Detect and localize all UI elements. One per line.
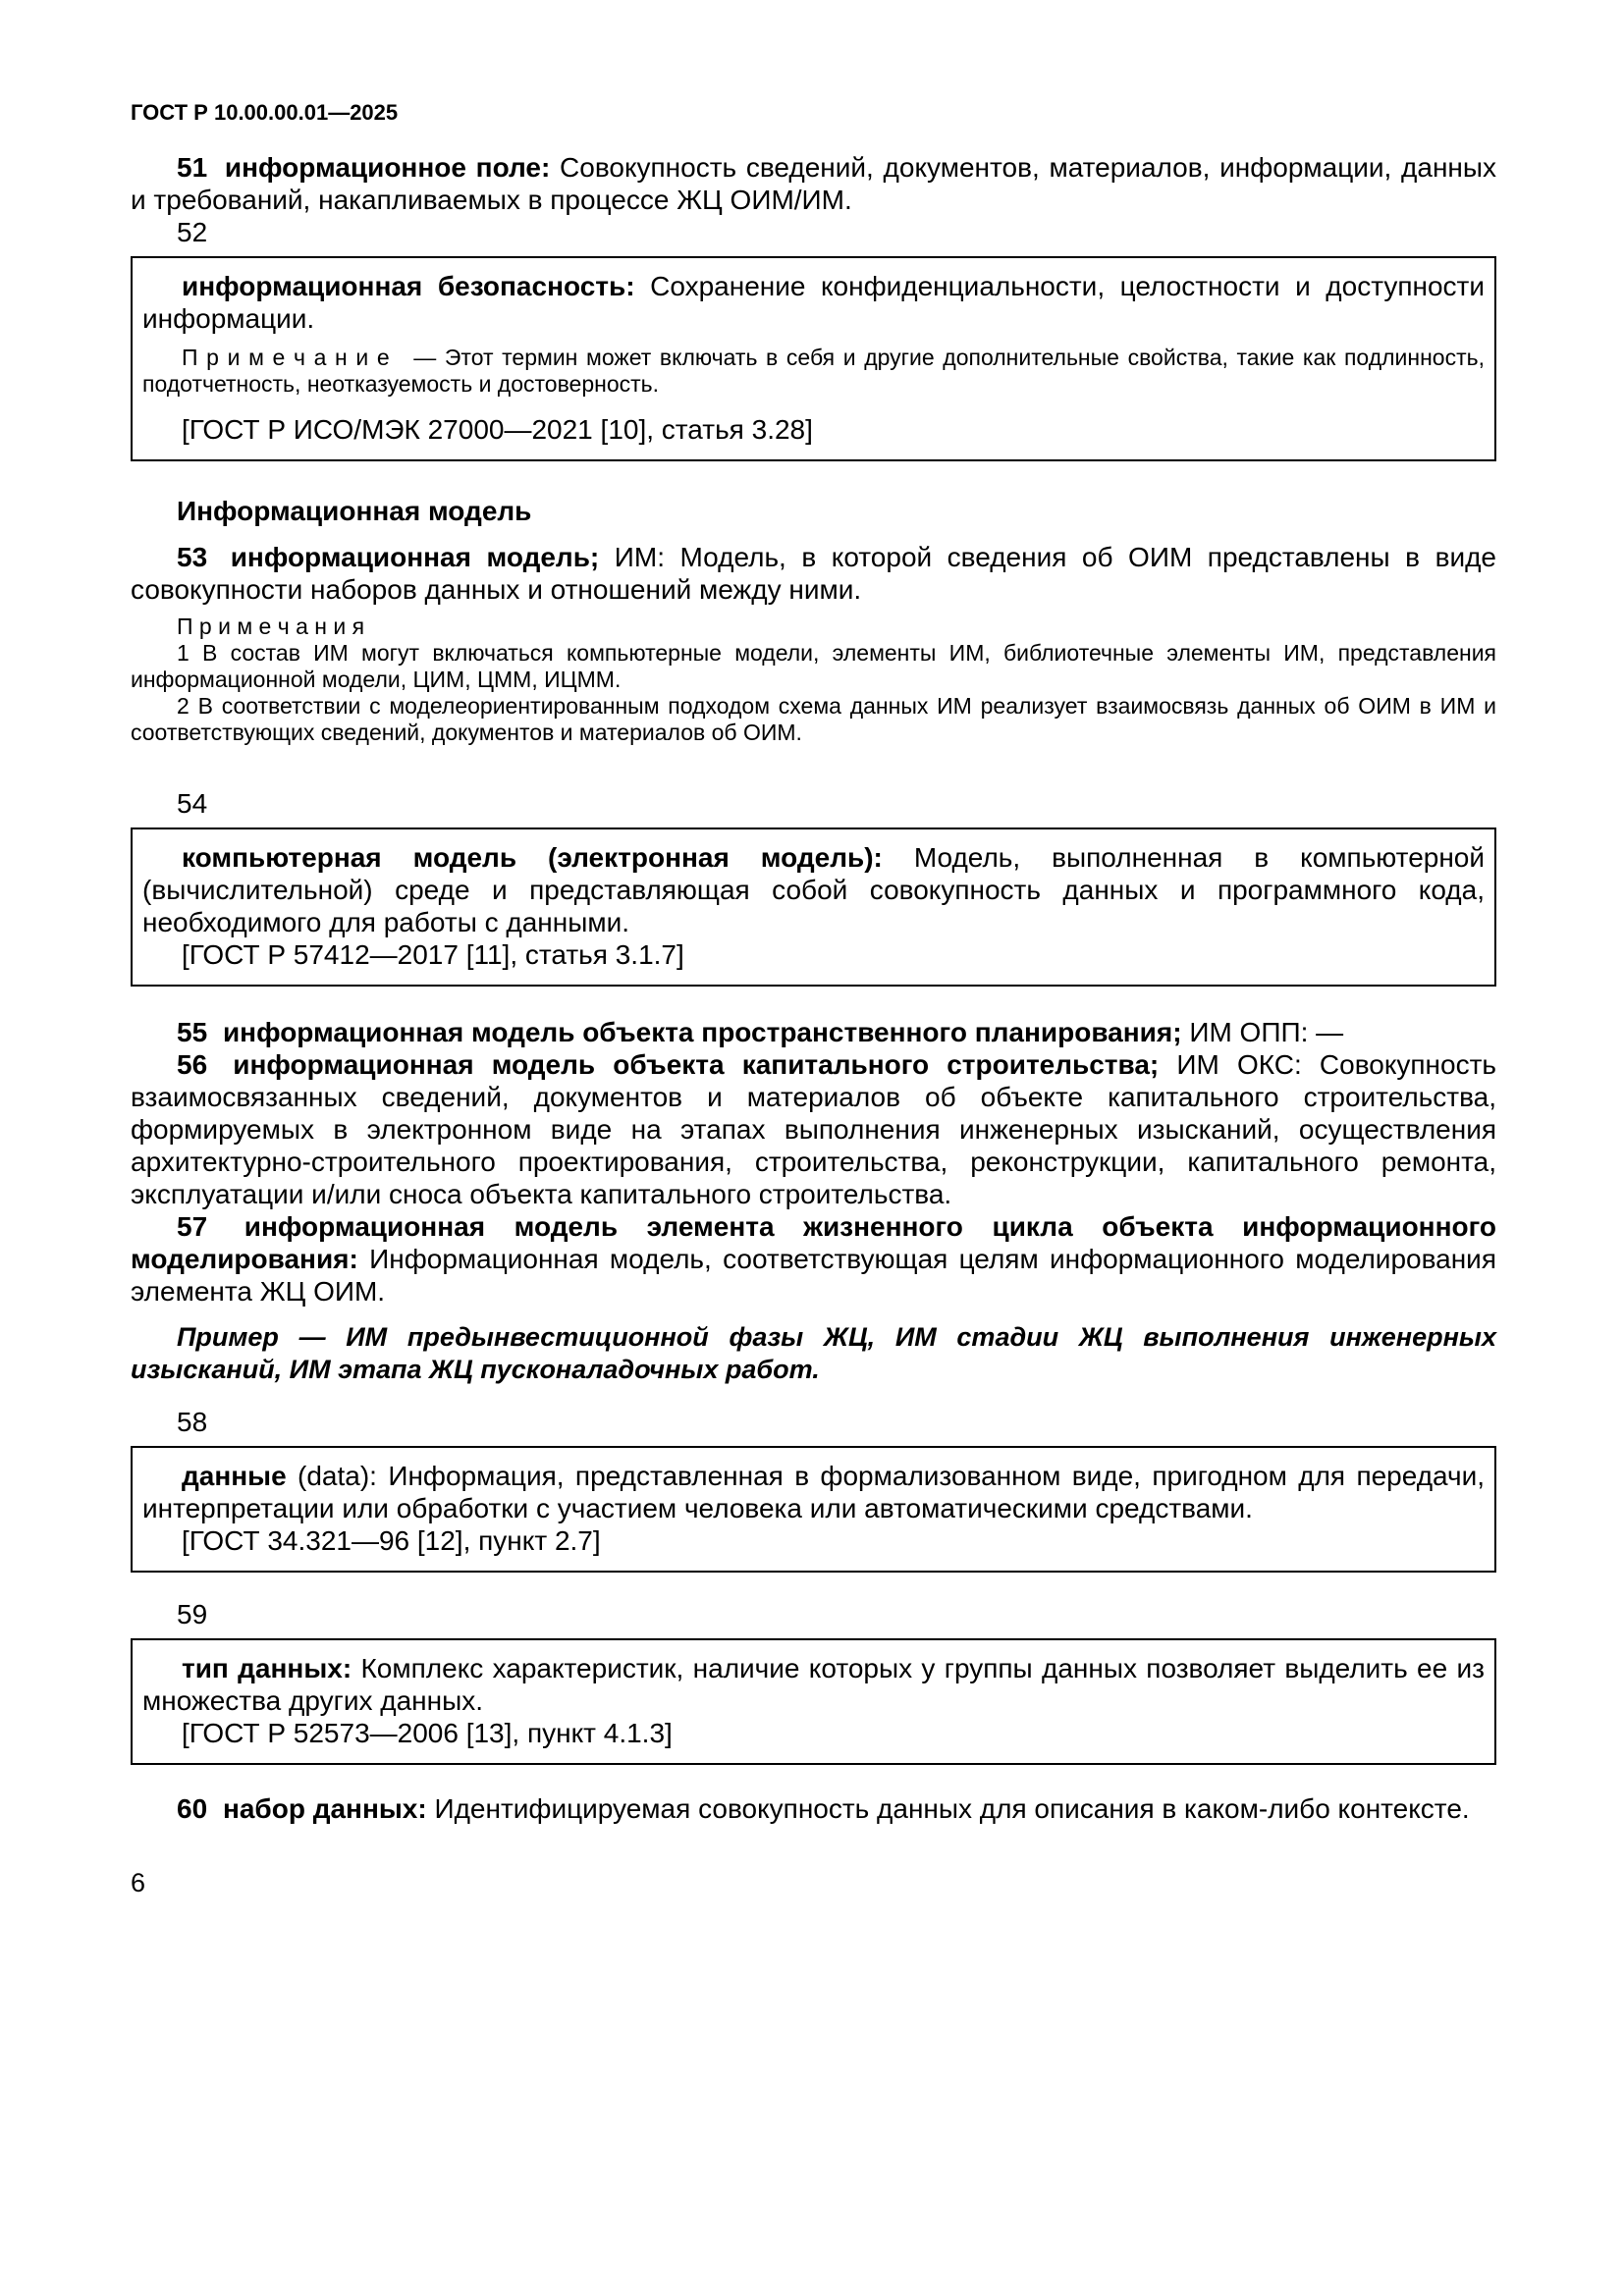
- box-52-definition: [142, 270, 1485, 335]
- term-57-name: информационная модель элемента жизненного цикла объекта информационного моделирования:: [131, 1211, 1497, 1274]
- box-52-source: [ГОСТ Р ИСО/МЭК 27000—2021 [10], статья 3.28]: [182, 414, 813, 445]
- term-entry-51: [131, 151, 1496, 216]
- term-51-number: 51: [177, 152, 208, 183]
- term-55-definition: —: [1316, 1017, 1344, 1047]
- box-59-text: Комплекс характеристик, наличие которых у группы данных позволяет выделить ее из множества других данных.: [142, 1653, 1485, 1716]
- term-entry-53: [131, 541, 1496, 606]
- term-60-name: набор данных:: [222, 1793, 427, 1824]
- term-57-definition: Информационная модель, соответствующая целям информационного моделирования элемента ЖЦ ОИМ.: [131, 1244, 1496, 1307]
- section-subheading: Информационная модель: [177, 496, 532, 526]
- box-54-term: компьютерная модель (электронная модель):: [182, 842, 883, 873]
- box-52-text: Сохранение конфиденциальности, целостности и доступности информации.: [142, 271, 1486, 334]
- term-60-definition: Идентифицируемая совокупность данных для описания в каком-либо контексте.: [434, 1793, 1470, 1824]
- term-entry-56: [131, 1048, 1496, 1210]
- term-number-52: 52: [177, 217, 208, 247]
- term-number-54: 54: [177, 788, 208, 819]
- definition-box-59: [131, 1638, 1496, 1765]
- example-paragraph: Пример — ИМ предынвестиционной фазы ЖЦ, ИМ стадии ЖЦ выполнения инженерных изысканий, ИМ этапа ЖЦ пусконаладочных работ.: [131, 1322, 1496, 1384]
- box-52-note-text: — Этот термин может включать в себя и другие дополнительные свойства, такие как подлинность, подотчетность, неотказуемость и достоверность.: [142, 345, 1485, 397]
- box-54-text: Модель, выполненная в компьютерной (вычислительной) среде и представляющая собой совокупность данных и программного кода, необходимого для работы с данными.: [142, 842, 1486, 937]
- box-52-term: информационная безопасность:: [182, 271, 635, 301]
- term-53-note-1: 1 В состав ИМ могут включаться компьютерные модели, элементы ИМ, библиотечные элементы ИМ, представления информационной модели, ЦИМ, ЦММ, ИЦММ.: [131, 640, 1496, 692]
- term-53-abbr: ИМ:: [614, 542, 666, 572]
- box-59-term: тип данных:: [182, 1653, 352, 1683]
- definition-box-58: [131, 1446, 1496, 1573]
- term-53-definition: Модель, в которой сведения об ОИМ представлены в виде совокупности наборов данных и отношений между ними.: [131, 542, 1496, 605]
- term-55-number: 55: [177, 1017, 208, 1047]
- term-56-name: информационная модель объекта капитального строительства;: [233, 1049, 1160, 1080]
- box-58-term-en: (data):: [298, 1461, 377, 1491]
- term-51-name: информационное поле:: [224, 152, 551, 183]
- term-entry-60: [131, 1792, 1496, 1825]
- term-number-59: 59: [177, 1599, 208, 1629]
- box-52-note: [142, 345, 1485, 398]
- term-entry-57: [131, 1210, 1496, 1308]
- term-56-abbr: ИМ ОКС:: [1176, 1049, 1302, 1080]
- definition-box-54: [131, 828, 1496, 987]
- term-56-definition: Совокупность взаимосвязанных сведений, документов и материалов об объекте капитального строительства, формируемых в электронном виде на этапах выполнения инженерных изысканий, осуществления архитектурно-строительного проектирования, строительства, реконструкции, капитального ремонта, эксплуатации и/или сноса объекта капитального строительства.: [131, 1049, 1497, 1209]
- term-number-58: 58: [177, 1407, 208, 1437]
- page-content: [131, 100, 1496, 1825]
- box-59-source: [ГОСТ Р 52573—2006 [13], пункт 4.1.3]: [182, 1718, 673, 1748]
- box-58-source: [ГОСТ 34.321—96 [12], пункт 2.7]: [182, 1525, 601, 1556]
- page-number: 6: [131, 1868, 146, 1897]
- term-53-name: информационная модель;: [230, 542, 600, 572]
- term-51-definition: Совокупность сведений, документов, материалов, информации, данных и требований, накапливаемых в процессе ЖЦ ОИМ/ИМ.: [131, 152, 1497, 215]
- box-54-source: [ГОСТ Р 57412—2017 [11], статья 3.1.7]: [182, 939, 684, 970]
- box-58-text: Информация, представленная в формализованном виде, пригодном для передачи, интерпретации или обработки с участием человека или автоматическими средствами.: [142, 1461, 1486, 1523]
- document-header: ГОСТ Р 10.00.00.01—2025: [131, 100, 399, 125]
- term-53-note-2: 2 В соответствии с моделеориентированным подходом схема данных ИМ реализует взаимосвязь данных об ОИМ в ИМ и соответствующих сведений, документов и материалов об ОИМ.: [131, 693, 1496, 745]
- box-58-definition: [142, 1460, 1485, 1524]
- term-60-number: 60: [177, 1793, 208, 1824]
- box-52-note-label: П р и м е ч а н и е: [182, 345, 390, 370]
- term-55-abbr: ИМ ОПП:: [1189, 1017, 1309, 1047]
- term-53-number: 53: [177, 542, 208, 572]
- term-57-number: 57: [177, 1211, 208, 1242]
- definition-box-52: [131, 256, 1496, 461]
- box-59-definition: [142, 1652, 1485, 1717]
- box-58-term: данные: [182, 1461, 287, 1491]
- term-55-name: информационная модель объекта пространственного планирования;: [222, 1017, 1182, 1047]
- term-53-notes-label: П р и м е ч а н и я: [177, 614, 365, 639]
- box-54-definition: [142, 841, 1485, 938]
- term-entry-55: [131, 1016, 1496, 1048]
- term-56-number: 56: [177, 1049, 208, 1080]
